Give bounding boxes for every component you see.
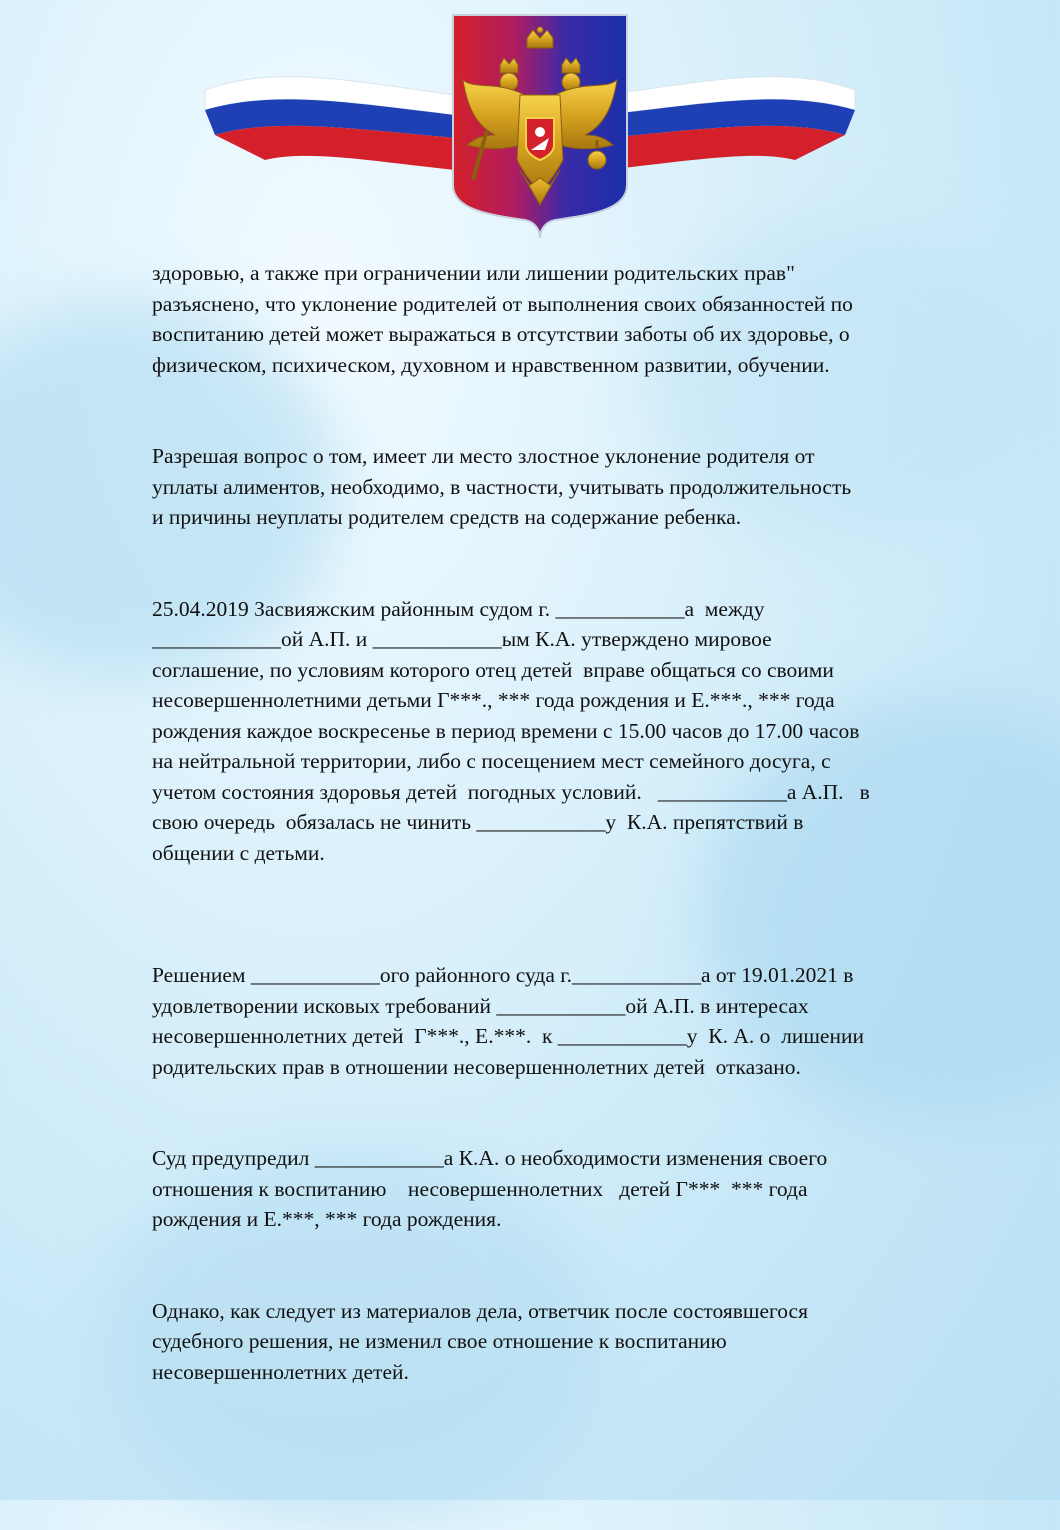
paragraph-1: здоровью, а также при ограничении или лишении родительских прав" разъяснено, что уклонение родителей от выполнения своих обязанностей по воспитанию детей может выражаться в отсутствии заботы об их здоровье, о физическом, психическом, духовном и нравственном развитии, обучении. (152, 261, 853, 377)
document-body (152, 258, 992, 1387)
paragraph-4: Решением ____________ого районного суда г.____________а от 19.01.2021 в удовлетворении исковых требований ____________ой А.П. в интересах несовершеннолетних детей Г***., Е.***. к ____________у К. А. о лишении родительских прав в отношении несовершеннолетних детей отказано. (152, 963, 864, 1079)
flag-ribbon-right (605, 77, 855, 170)
paragraph-2: Разрешая вопрос о том, имеет ли место злостное уклонение родителя от уплаты алиментов, необходимо, в частности, учитывать продолжительность и причины неуплаты родителем средств на содержание ребенка. (152, 444, 852, 529)
paragraph-5: Суд предупредил ____________а К.А. о необходимости изменения своего отношения к воспитанию несовершеннолетних детей Г*** *** года рождения и Е.***, *** года рождения. (152, 1146, 828, 1231)
russian-coat-of-arms-icon (195, 10, 865, 245)
paragraph-6: Однако, как следует из материалов дела, ответчик после состоявшегося судебного решения, не изменил свое отношение к воспитанию несовершеннолетних детей. (152, 1298, 808, 1384)
flag-ribbon-left (205, 77, 455, 170)
paragraph-3: 25.04.2019 Засвияжским районным судом г. ____________а между ____________ой А.П. и ____________ым К.А. утверждено мировое соглашение, по условиям которого отец детей вправе общаться со своими несовершеннолетними детьми Г***., *** года рождения и Е.***., *** года рождения каждое воскресенье в период времени с 15.00 часов до 17.00 часов на нейтральной территории, либо с посещением мест семейного досуга, с учетом состояния здоровья детей погодных условий. ____________а А.П. в свою очередь обязалась не чинить ____________у К.А. препятствий в общении с детьми. (152, 596, 870, 865)
